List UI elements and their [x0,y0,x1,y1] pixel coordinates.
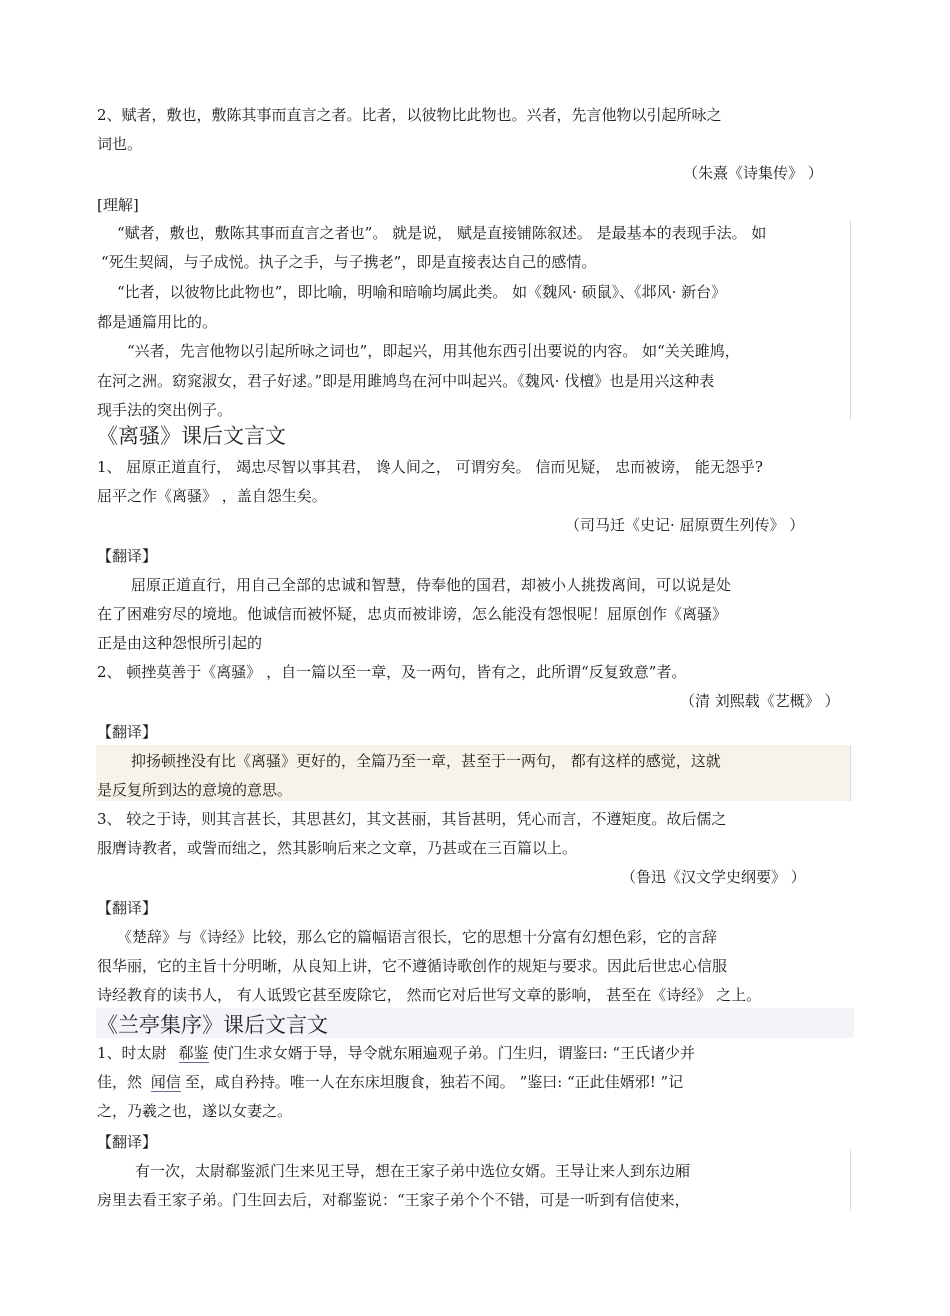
quote-line: 服膺诗教者，或訾而绌之，然其影响后来之文章，乃甚或在三百篇以上。 [97,839,578,857]
margin-rule [850,1150,851,1210]
translation-line: 屈原正道直行，用自己全部的忠诚和智慧，侍奉他的国君，却被小人挑拨离间，可以说是处 [131,576,732,594]
quote-line: 词也。 [97,135,143,153]
quote-source: （朱熹《诗集传》 ） [683,164,823,182]
translation-line: 《楚辞》与《诗经》比较，那么它的篇幅语言很长，它的思想十分富有幻想色彩，它的言辞 [117,928,718,946]
translation-label: 【翻译】 [97,1133,158,1151]
paragraph-line: “死生契阔，与子成悦。执子之手，与子携老”，即是直接表达自己的感情。 [101,253,597,271]
quote-text: 使门生求女婿于导，导令就东厢遍观子弟。门生归，谓鉴曰: “王氏诸少并 [212,1044,696,1062]
paragraph-line: 都是通篇用比的。 [97,313,218,331]
underlined-name: 闻信 [150,1073,181,1091]
quote-source: （司马迁《史记· 屈原贾生列传》 ） [565,516,805,534]
translation-line: 抑扬顿挫没有比《离骚》更好的，全篇乃至一章，甚至于一两句， 都有这样的感觉，这就 [131,752,721,770]
translation-label: 【翻译】 [97,723,158,741]
section-heading: 《离骚》课后文言文 [97,424,286,448]
quote-line: 2、 顿挫莫善于《离骚》 ，自一篇以至一章，及一两句，皆有之，此所谓“反复致意”者。 [97,663,687,681]
understand-label: [理解] [97,196,139,214]
translation-label: 【翻译】 [97,899,158,917]
quote-line [97,1071,683,1093]
translation-line: 正是由这种怨恨所引起的 [97,634,263,652]
underlined-name: 郗鉴 [178,1044,209,1062]
translation-line: 在了困难穷尽的境地。他诚信而被怀疑，忠贞而被诽谤，怎么能没有怨恨呢！屈原创作《离骚》 [97,605,728,623]
quote-line: 1、 屈原正道直行， 竭忠尽智以事其君， 谗人间之， 可谓穷矣。 信而见疑， 忠而被谤， 能无怨乎? [97,458,763,476]
quote-line: 3、 较之于诗，则其言甚长，其思甚幻，其文甚丽，其旨甚明，凭心而言，不遵矩度。故后儒之 [97,810,727,828]
translation-line: 有一次，太尉郗鉴派门生来见王导，想在王家子弟中选位女婿。王导让来人到东边厢 [135,1162,691,1180]
margin-rule [850,745,851,801]
quote-text: 佳，然 [97,1073,147,1091]
section-heading: 《兰亭集序》课后文言文 [97,1013,328,1037]
quote-source: （鲁迅《汉文学史纲要》 ） [621,868,806,886]
translation-label: 【翻译】 [97,547,158,565]
quote-line: 屈平之作《离骚》 ，盖自怨生矣。 [97,487,327,505]
translation-line: 是反复所到达的意境的意思。 [97,781,293,799]
translation-line: 很华丽，它的主旨十分明晰，从良知上讲，它不遵循诗歌创作的规矩与要求。因此后世忠心信服 [97,957,728,975]
quote-source: （清 刘熙载《艺概》 ） [680,692,840,710]
translation-line: 房里去看王家子弟。门生回去后，对郗鉴说：“王家子弟个个不错，可是一听到有信使来， [97,1191,690,1209]
quote-text: 1、时太尉 [97,1044,167,1062]
margin-rule [850,220,851,420]
quote-line [97,1042,695,1064]
paragraph-line: “赋者，敷也，敷陈其事而直言之者也”。 就是说， 赋是直接铺陈叙述。 是最基本的表现手法。 如 [117,224,767,242]
paragraph-line: “兴者，先言他物以引起所咏之词也”，即起兴，用其他东西引出要说的内容。 如“关关雎鸠， [127,342,740,360]
paragraph-line: 现手法的突出例子。 [97,401,233,419]
translation-line: 诗经教育的读书人， 有人诋毁它甚至废除它， 然而它对后世写文章的影响， 甚至在《诗经》 之上。 [97,986,762,1004]
quote-line: 之，乃羲之也，遂以女妻之。 [97,1102,293,1120]
paragraph-line: “比者，以彼物比此物也”，即比喻，明喻和暗喻均属此类。 如《魏风· 硕鼠》、《邶风· 新台》 [117,283,727,301]
quote-line: 2、赋者，敷也，敷陈其事而直言之者。比者，以彼物比此物也。兴者，先言他物以引起所咏之 [97,106,722,124]
paragraph-line: 在河之洲。窈窕淑女，君子好逑。”即是用雎鸠鸟在河中叫起兴。《魏风· 伐檀》也是用兴这种表 [97,372,715,390]
quote-text: 至，咸自矜持。唯一人在东床坦腹食，独若不闻。 ”鉴曰: “正此佳婿邪! ”记 [184,1073,684,1091]
